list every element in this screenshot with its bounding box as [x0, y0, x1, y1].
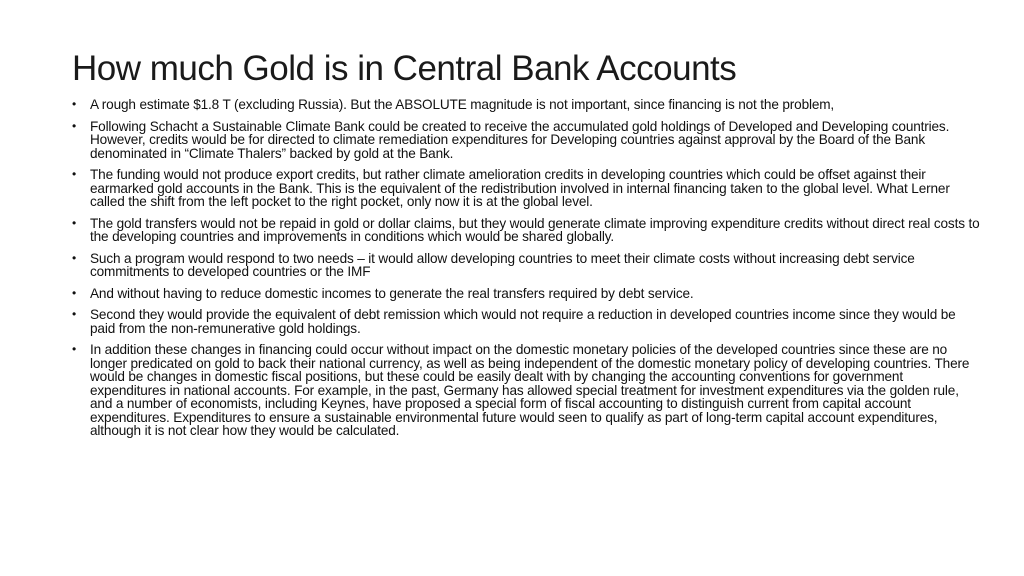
bullet-text: And without having to reduce domestic incomes to generate the real transfers required by debt service.: [90, 285, 694, 301]
bullet-dot: •: [72, 307, 77, 321]
bullet-dot: •: [72, 342, 77, 356]
bullet-dot: •: [72, 97, 77, 111]
bullet-item: [72, 252, 982, 279]
bullet-list: [72, 98, 982, 446]
bullet-text: The gold transfers would not be repaid in gold or dollar claims, but they would generate climate improving expenditure credits without direct real costs to the developing countries and improvements in conditions which would be shared globally.: [90, 215, 980, 244]
bullet-item: [72, 168, 982, 209]
bullet-text: Such a program would respond to two needs – it would allow developing countries to meet their climate costs without increasing debt service commitments to developed countries or the IMF: [90, 250, 915, 279]
bullet-dot: •: [72, 167, 77, 181]
bullet-item: [72, 308, 982, 335]
bullet-dot: •: [72, 250, 77, 265]
bullet-dot: •: [72, 285, 77, 300]
bullet-text: In addition these changes in financing could occur without impact on the domestic monetary policies of the developed countries since these are no longer predicated on gold to back their national currency, as well as being independent of the domestic monetary policy of developing countries. There would be changes in domestic fiscal positions, but these could be easily dealt with by changing the accounting conventions for government expenditures in national accounts. For example, in the past, Germany has allowed special treatment for investment expenditures via the golden rule, and a number of economists, including Keynes, have proposed a special form of fiscal accounting to distinguish current from capital account expenditures. Expenditures to ensure a sustainable environmental future would seen to qualify as part of long-term capital account expenditures, although it is not clear how they would be calculated.: [90, 342, 970, 438]
bullet-text: Second they would provide the equivalent of debt remission which would not require a reduction in developed countries income since they would be paid from the non-remunerative gold holdings.: [90, 307, 956, 336]
slide-title: How much Gold is in Central Bank Accounts: [72, 49, 737, 89]
bullet-item: [72, 287, 982, 301]
bullet-dot: •: [72, 215, 77, 230]
bullet-item: [72, 98, 982, 112]
bullet-item: [72, 217, 982, 244]
bullet-item: [72, 343, 982, 438]
bullet-text: The funding would not produce export credits, but rather climate amelioration credits in developing countries which could be offset against their earmarked gold accounts in the Bank. This is the equivalent of the redistribution involved in internal financing taken to the global level. What Lerner called the shift from the left pocket to the right pocket, only now it is at the global level.: [90, 167, 950, 209]
bullet-dot: •: [72, 118, 77, 133]
bullet-text: Following Schacht a Sustainable Climate Bank could be created to receive the accumulated gold holdings of Developed and Developing countries. However, credits would be for directed to climate remediation expenditures for Developing countries against approval by the Board of the Bank denominated in “Climate Thalers” backed by gold at the Bank.: [90, 118, 950, 161]
bullet-text: A rough estimate $1.8 T (excluding Russia). But the ABSOLUTE magnitude is not important, since financing is not the problem,: [90, 97, 835, 112]
bullet-item: [72, 120, 982, 161]
